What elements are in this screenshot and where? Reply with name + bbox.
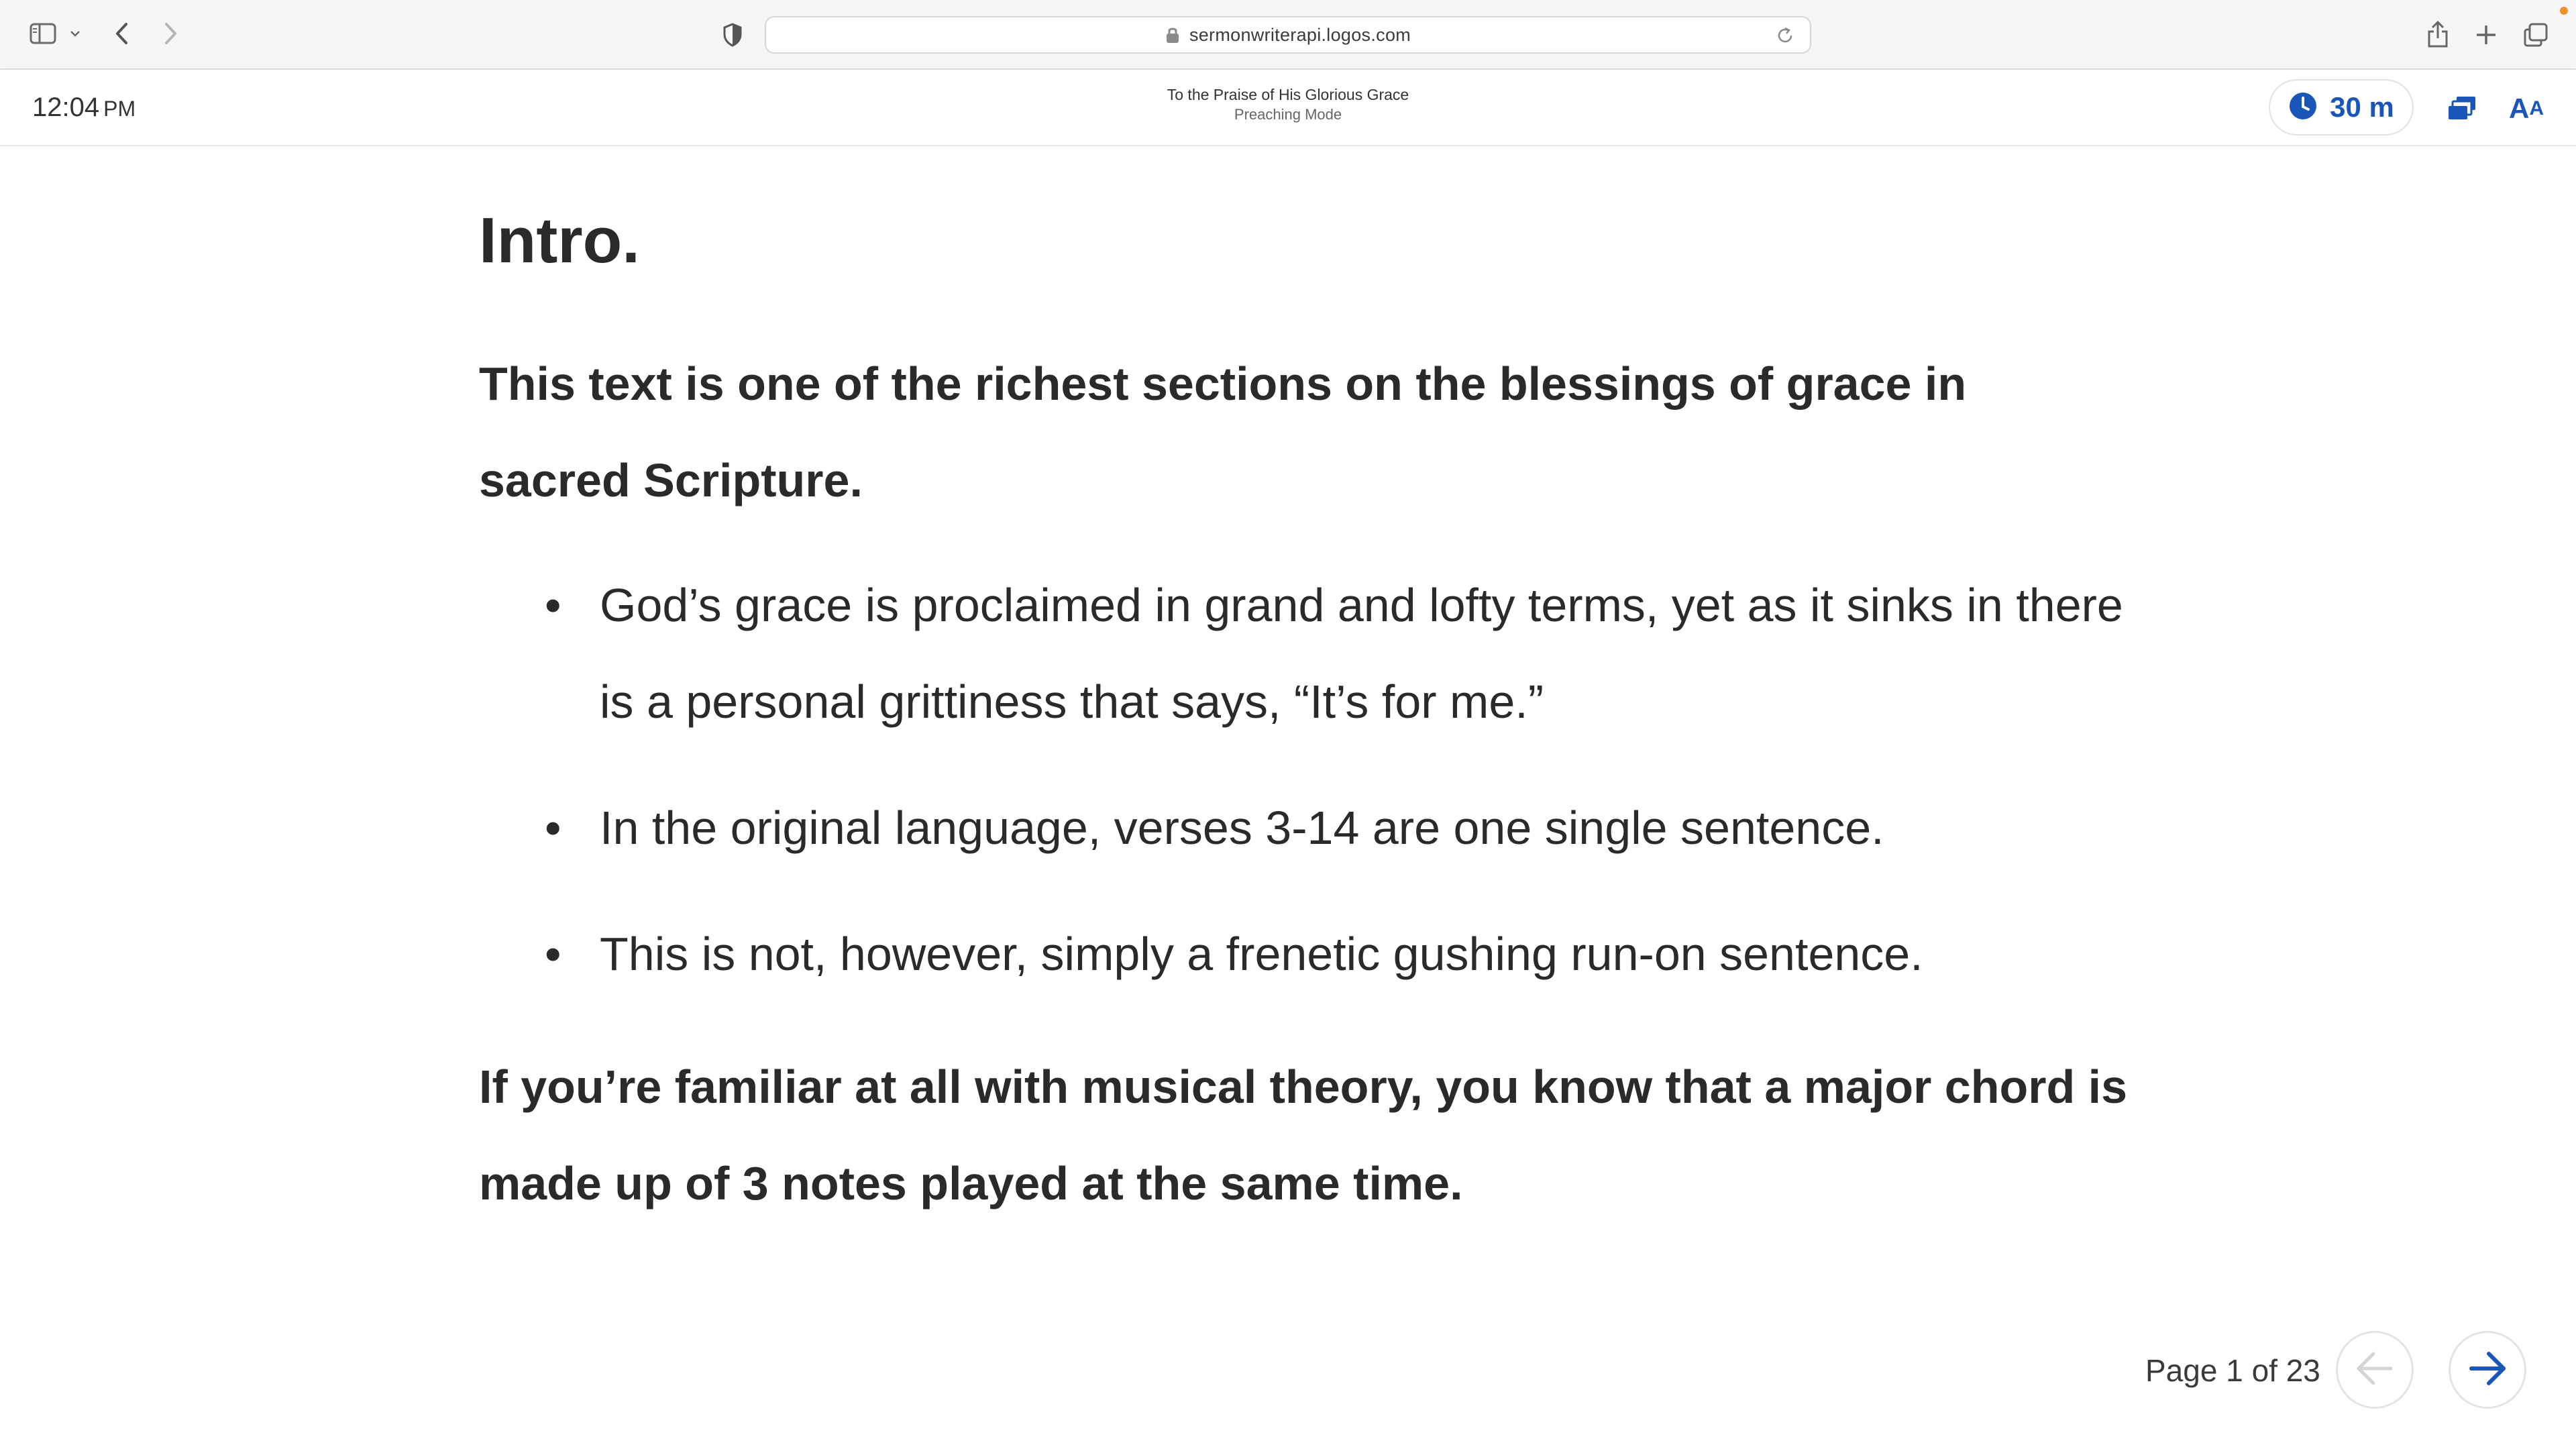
clock	[32, 93, 136, 123]
url-text: sermonwriterapi.logos.com	[1189, 24, 1411, 45]
timer-button[interactable]	[2269, 79, 2414, 136]
section-heading: Intro.	[479, 205, 640, 276]
shield-icon[interactable]	[718, 19, 747, 51]
bullet-text: In the original language, verses 3-14 are one single sentence.	[600, 802, 1884, 854]
notification-dot	[2560, 7, 2568, 15]
bullet-text: This is not, however, simply a frenetic gushing run-on sentence.	[600, 928, 1923, 980]
arrow-right-icon	[2467, 1351, 2508, 1389]
list-item	[479, 906, 2129, 1002]
timer-label: 30 m	[2330, 91, 2394, 123]
chevron-left-icon[interactable]	[107, 17, 137, 50]
lock-icon	[1165, 25, 1180, 44]
tabs-icon[interactable]	[2520, 19, 2552, 51]
main-point-paragraph: If you’re familiar at all with musical theory, you know that a major chord is made up of 3 notes played at the same time.	[479, 1061, 2128, 1210]
plus-icon[interactable]	[2470, 19, 2502, 51]
bullet-list	[479, 557, 2129, 1032]
arrow-left-icon	[2355, 1351, 2395, 1389]
font-size-button[interactable]	[2505, 90, 2548, 127]
bullet-marker: •	[545, 579, 561, 631]
app-header	[0, 70, 2576, 146]
clock-icon	[2288, 91, 2318, 124]
bullet-text: God’s grace is proclaimed in grand and lofty terms, yet as it sinks in there is a personal grittiness that says, “It’s for me.”	[600, 579, 2123, 728]
share-icon[interactable]	[2422, 16, 2454, 52]
document-title-block	[953, 85, 1623, 125]
font-size-small-label: A	[2529, 97, 2544, 119]
previous-page-button[interactable]	[2336, 1331, 2414, 1409]
chevron-right-icon[interactable]	[156, 17, 185, 50]
browser-toolbar	[0, 0, 2576, 70]
clock-time: 12:04	[32, 93, 100, 122]
chevron-down-icon[interactable]	[64, 20, 86, 47]
font-size-big-label: A	[2508, 93, 2530, 124]
next-page-button[interactable]	[2449, 1331, 2526, 1409]
address-bar[interactable]	[765, 16, 1811, 54]
mode-label: Preaching Mode	[1234, 106, 1342, 123]
reload-icon[interactable]	[1775, 25, 1795, 46]
list-item	[479, 780, 2129, 876]
document-title: To the Praise of His Glorious Grace	[1167, 86, 1409, 103]
slides-icon[interactable]	[2442, 90, 2482, 127]
sidebar-icon[interactable]	[24, 19, 62, 48]
main-point-paragraph: This text is one of the richest sections on the blessings of grace in sacred Scripture.	[479, 358, 1967, 506]
page-indicator: Page 1 of 23	[2145, 1353, 2320, 1388]
bullet-marker: •	[545, 802, 561, 854]
list-item	[479, 557, 2129, 750]
clock-ampm: PM	[103, 97, 136, 121]
bullet-marker: •	[545, 928, 561, 980]
